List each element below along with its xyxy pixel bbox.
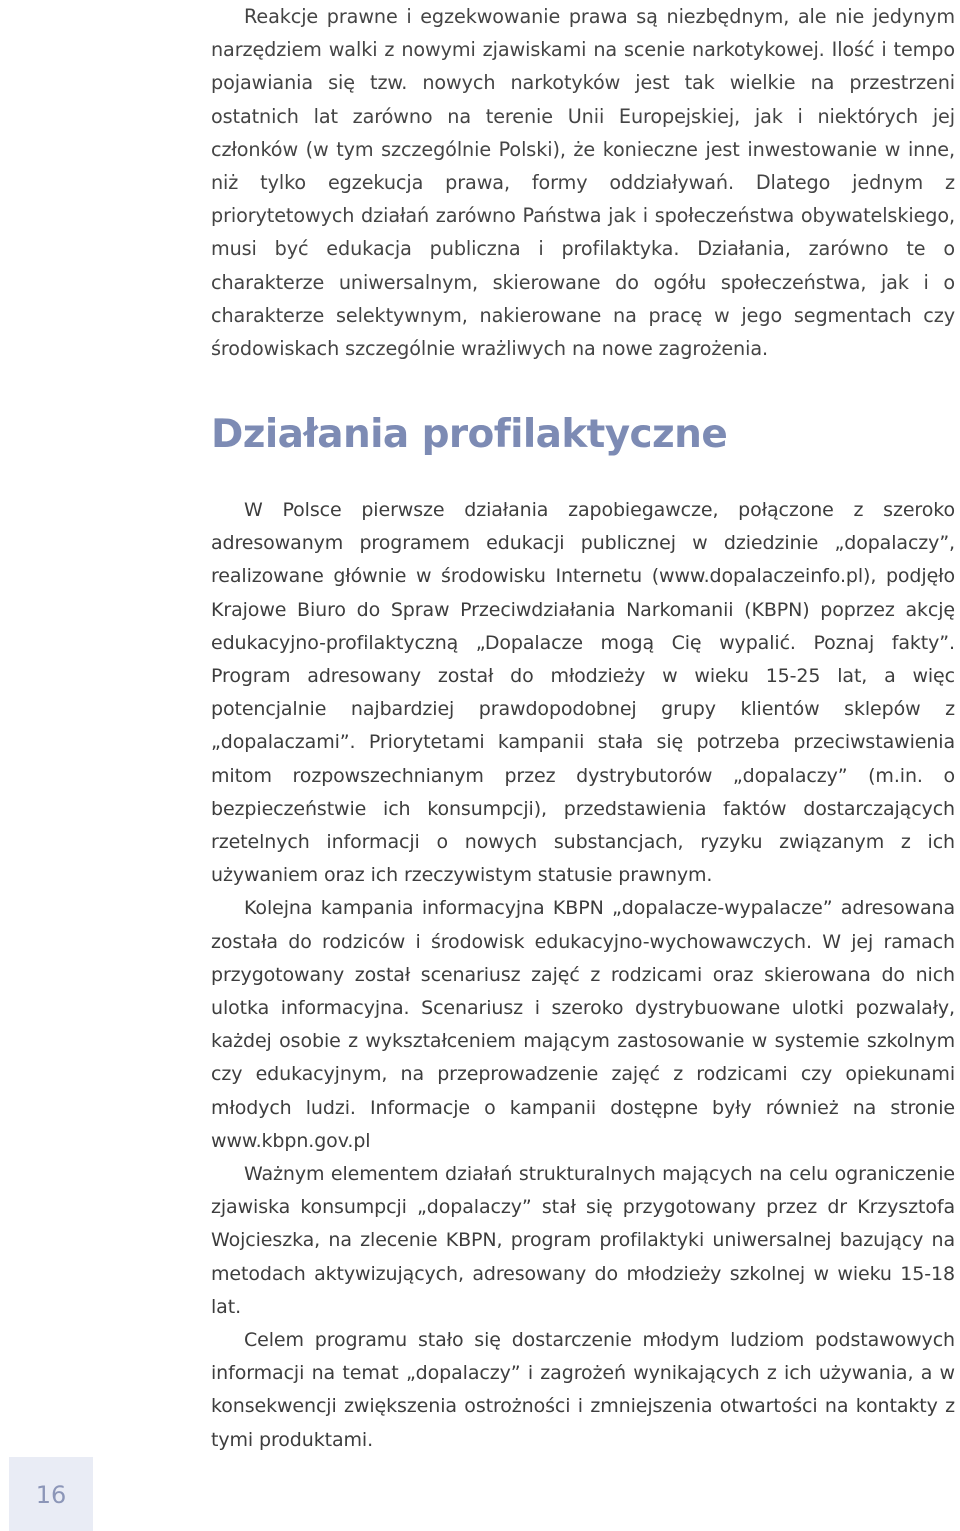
body-paragraph-1: W Polsce pierwsze działania zapobiegawcze, połączone z szeroko adresowanym programem edukacji publicznej w dziedzinie „dopalaczy”, realizowane głównie w środowisku Internetu (www.dopalaczeinfo.pl), podjęło Krajowe Biuro do Spraw Przeciwdziałania Narkomanii (KBPN) poprzez akcję edukacyjno-profilaktyczną „Dopalacze mogą Cię wypalić. Poznaj fakty”. Program adresowany został do młodzieży w wieku 15-25 lat, a więc potencjalnie najbardziej prawdopodobnej grupy klientów sklepów z „dopalaczami”. Priorytetami kampanii stała się potrzeba przeciwstawienia mitom rozpowszechnianym przez dystrybutorów „dopalaczy” (m.in. o bezpieczeństwie ich konsumpcji), przedstawienia faktów dostarczających rzetelnych informacji o nowych substancjach, ryzyku związanym z ich używaniem oraz ich rzeczywistym statusie prawnym. bbox=[211, 499, 955, 887]
body-paragraph-4: Celem programu stało się dostarczenie młodym ludziom podstawowych informacji na temat „dopalaczy” i zagrożeń wynikających z ich używania, a w konsekwencji zwiększenia ostrożności i zmniejszenia otwartości na kontakty z tymi produktami. bbox=[211, 1329, 955, 1451]
intro-paragraph: Reakcje prawne i egzekwowanie prawa są niezbędnym, ale nie jedynym narzędziem walki z nowymi zjawiskami na scenie narkotykowej. Ilość i tempo pojawiania się tzw. nowych narkotyków jest tak wielkie na przestrzeni ostatnich lat zarówno na terenie Unii Europejskiej, jak i niektórych jej członków (w tym szczególnie Polski), że konieczne jest inwestowanie w inne, niż tylko egzekucja prawa, formy oddziaływań. Dlatego jednym z priorytetowych działań zarówno Państwa jak i społeczeństwa obywatelskiego, musi być edukacja publiczna i profilaktyka. Działania, zarówno te o charakterze uniwersalnym, skierowane do ogółu społeczeństwa, jak i o charakterze selektywnym, nakierowane na pracę w jego segmentach czy środowiskach szczególnie wrażliwych na nowe zagrożenia. bbox=[211, 5, 955, 361]
page-number: 16 bbox=[35, 1481, 67, 1509]
body-paragraph-3: Ważnym elementem działań strukturalnych mających na celu ograniczenie zjawiska konsumpcji „dopalaczy” stał się przygotowany przez dr Krzysztofa Wojcieszka, na zlecenie KBPN, program profilaktyki uniwersalnej bazujący na metodach aktywizujących, adresowany do młodzieży szkolnej w wieku 15-18 lat. bbox=[211, 1163, 955, 1318]
page-number-box bbox=[9, 1457, 93, 1531]
section-heading: Działania profilaktyczne bbox=[211, 412, 728, 457]
body-paragraph-2: Kolejna kampania informacyjna KBPN „dopalacze-wypalacze” adresowana została do rodziców i środowisk edukacyjno-wychowawczych. W jej ramach przygotowany został scenariusz zajęć z rodzicami oraz skierowana do nich ulotka informacyjna. Scenariusz i szeroko dystrybuowane ulotki pozwalały, każdej osobie z wykształceniem mającym zastosowanie w systemie szkolnym czy edukacyjnym, na przeprowadzenie zajęć z rodzicami czy opiekunami młodych ludzi. Informacje o kampanii dostępne były również na stronie www.kbpn.gov.pl bbox=[211, 897, 955, 1152]
intro-section bbox=[211, 0, 955, 365]
section-body bbox=[211, 494, 955, 1457]
